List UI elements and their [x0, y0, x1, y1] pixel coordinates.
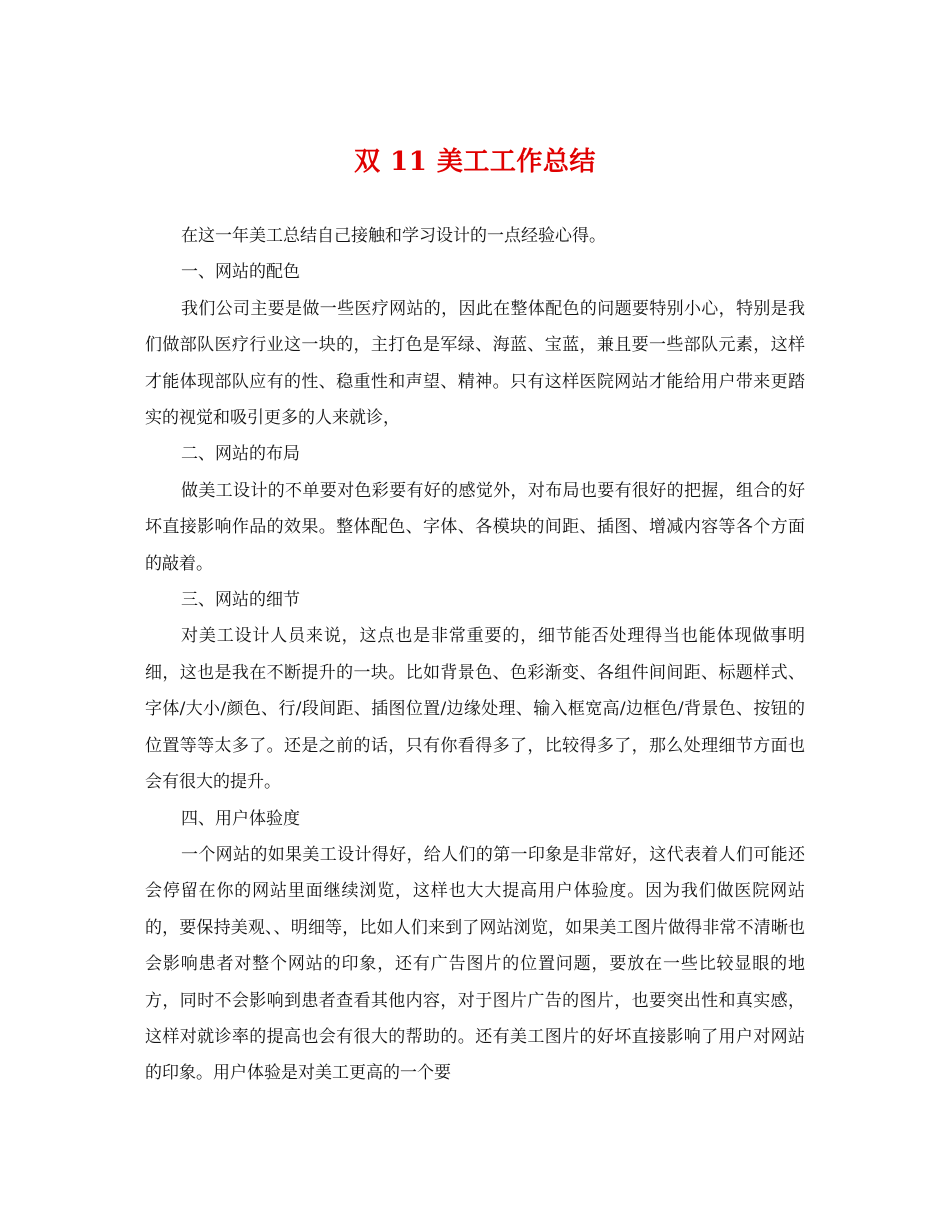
section-paragraph-details: 对美工设计人员来说，这点也是非常重要的，细节能否处理得当也能体现做事明细，这也是我在不断提升的一块。比如背景色、色彩渐变、各组件间间距、标题样式、字体/大小/颜色、行/段间距、插图位置/边缘处理、输入框宽高/边框色/背景色、按钮的位置等等太多了。还是之前的话，只有你看得多了，比较得多了，那么处理细节方面也会有很大的提升。 — [145, 626, 805, 793]
section-heading-layout: 二、网站的布局 — [181, 444, 300, 465]
section-paragraph-color: 我们公司主要是做一些医疗网站的，因此在整体配色的问题要特别小心，特别是我们做部队医疗行业这一块的，主打色是军绿、海蓝、宝蓝，兼且要一些部队元素，这样才能体现部队应有的性、稳重性和声望、精神。只有这样医院网站才能给用户带来更踏实的视觉和吸引更多的人来就诊， — [145, 298, 805, 429]
document-title: 双 11 美工工作总结 — [354, 147, 596, 177]
section-paragraph-layout: 做美工设计的不单要对色彩要有好的感觉外，对布局也要有很好的把握，组合的好坏直接影响作品的效果。整体配色、字体、各模块的间距、插图、增减内容等各个方面的敲着。 — [145, 480, 805, 574]
document-body — [145, 218, 805, 1092]
section-paragraph-user-experience: 一个网站的如果美工设计得好，给人们的第一印象是非常好，这代表着人们可能还会停留在你的网站里面继续浏览，这样也大大提高用户体验度。因为我们做医院网站的，要保持美观、、明细等，比如人们来到了网站浏览，如果美工图片做得非常不清晰也会影响患者对整个网站的印象，还有广告图片的位置问题，要放在一些比较显眼的地方，同时不会影响到患者查看其他内容，对于图片广告的图片，也要突出性和真实感，这样对就诊率的提高也会有很大的帮助的。还有美工图片的好坏直接影响了用户对网站的印象。用户体验是对美工更高的一个要 — [145, 844, 805, 1084]
section-heading-color: 一、网站的配色 — [181, 262, 300, 283]
intro-paragraph: 在这一年美工总结自己接触和学习设计的一点经验心得。 — [181, 226, 606, 246]
section-heading-details: 三、网站的细节 — [181, 590, 300, 611]
section-heading-user-experience: 四、用户体验度 — [181, 808, 300, 829]
